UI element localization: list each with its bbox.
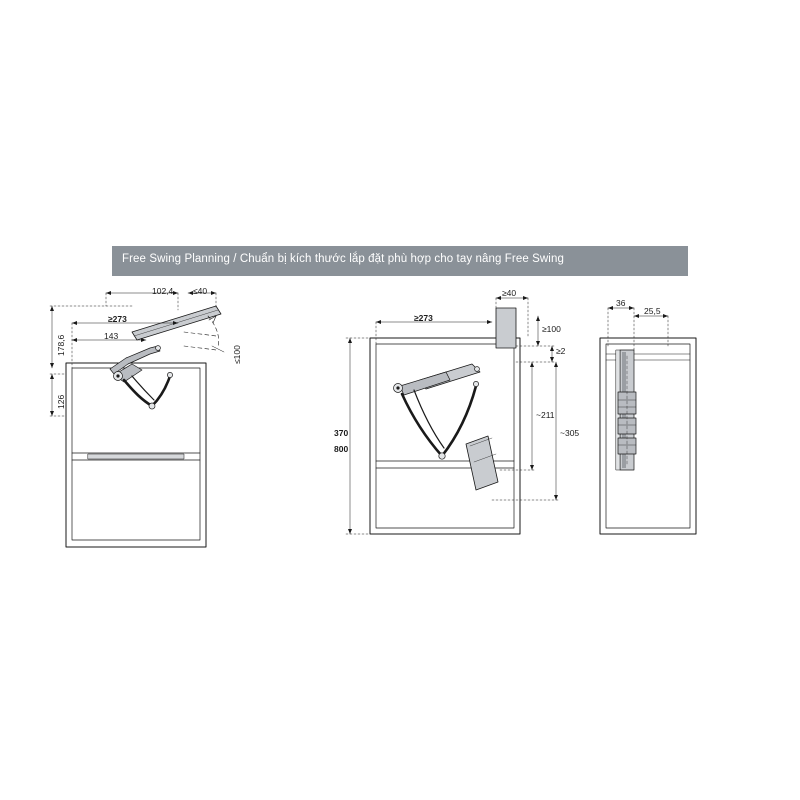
view-detail xyxy=(600,306,696,534)
dim-label-370: 370 xyxy=(334,428,349,438)
dim-label-178-6: 178,6 xyxy=(56,334,66,356)
header-band xyxy=(112,246,688,276)
dim-label-le40: ≤40 xyxy=(193,286,208,296)
dim-label-le100: ≤100 xyxy=(232,345,242,364)
dim-label-ge273-front: ≥273 xyxy=(108,314,127,324)
page-title: Free Swing Planning / Chuẩn bị kích thước lắp đặt phù hợp cho tay nâng Free Swing xyxy=(122,253,564,265)
dim-label-102-4: 102,4 xyxy=(152,286,174,296)
dim-label-800: 800 xyxy=(334,444,349,454)
dim-label-36: 36 xyxy=(616,298,626,308)
dim-label-143: 143 xyxy=(104,331,119,341)
dim-label-305: ~305 xyxy=(560,428,580,438)
dim-label-25-5: 25,5 xyxy=(644,306,661,316)
diagram-canvas xyxy=(56,276,688,576)
dim-label-ge40-side: ≥40 xyxy=(502,288,517,298)
dim-label-ge100: ≥100 xyxy=(542,324,561,334)
dim-label-126: 126 xyxy=(56,394,66,409)
view-front-open xyxy=(50,291,224,547)
view-side-section xyxy=(346,296,560,534)
dim-label-211: ~211 xyxy=(536,410,555,420)
dim-label-ge273-side: ≥273 xyxy=(414,313,433,323)
dim-label-ge2: ≥2 xyxy=(556,346,566,356)
technical-drawing-svg xyxy=(112,276,688,576)
